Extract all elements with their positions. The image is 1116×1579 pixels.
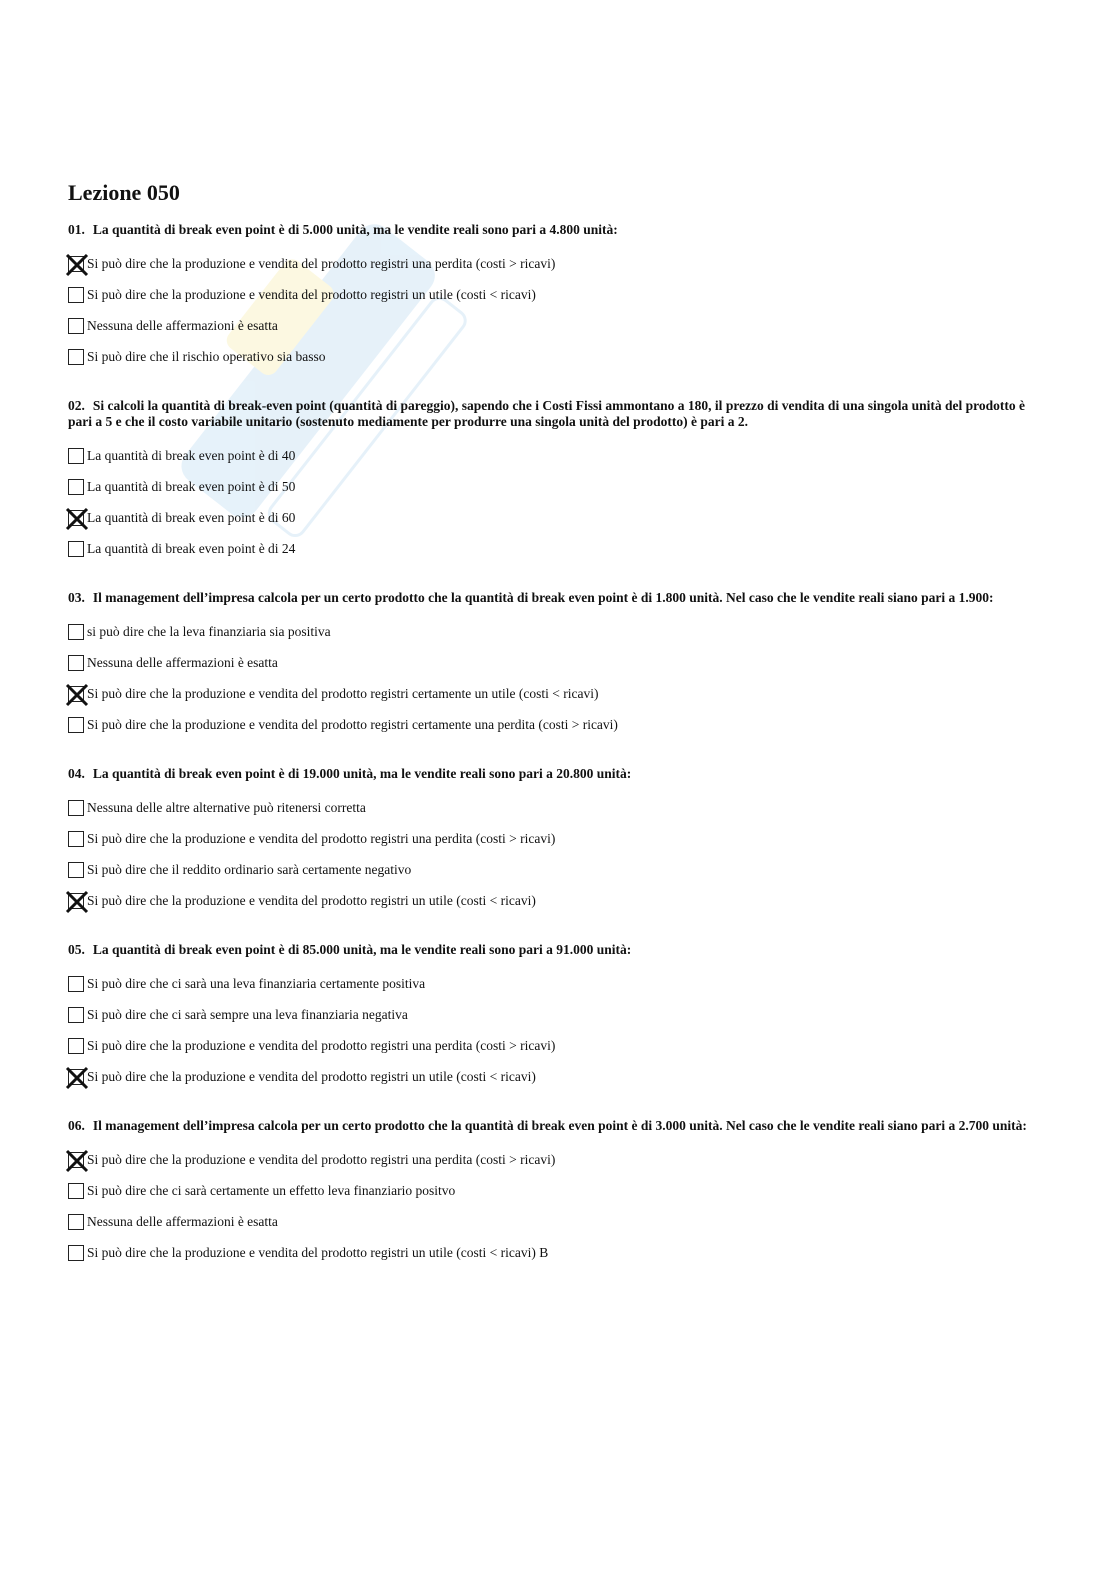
option-label: Si può dire che la produzione e vendita del prodotto registri una perdita (costi > ricavi) xyxy=(87,255,556,271)
option-label: Si può dire che ci sarà certamente un effetto leva finanziario positvo xyxy=(87,1182,456,1198)
answer-option[interactable] xyxy=(68,279,1048,310)
checkbox[interactable] xyxy=(68,1007,84,1023)
checkbox[interactable] xyxy=(68,655,84,671)
option-label: Si può dire che la produzione e vendita del prodotto registri un utile (costi < ricavi) xyxy=(87,286,536,302)
checkbox[interactable] xyxy=(68,479,84,495)
question-prompt: La quantità di break even point è di 85.000 unità, ma le vendite reali sono pari a 91.000 unità: xyxy=(92,942,632,957)
answer-option[interactable] xyxy=(68,792,1048,823)
answer-option[interactable] xyxy=(68,647,1048,678)
checked-checkbox[interactable] xyxy=(68,256,84,272)
question-prompt: La quantità di break even point è di 19.000 unità, ma le vendite reali sono pari a 20.800 unità: xyxy=(92,766,632,781)
checkbox[interactable] xyxy=(68,976,84,992)
answer-option[interactable] xyxy=(68,471,1048,502)
answer-option[interactable] xyxy=(68,885,1048,916)
answer-options xyxy=(68,616,1048,740)
question-block xyxy=(68,942,1048,1092)
answer-option[interactable] xyxy=(68,823,1048,854)
question-number: 04. xyxy=(68,766,85,781)
option-label: La quantità di break even point è di 60 xyxy=(87,509,296,525)
question-text xyxy=(68,942,1048,958)
question-number: 06. xyxy=(68,1118,85,1133)
option-label: Si può dire che ci sarà sempre una leva finanziaria negativa xyxy=(87,1006,408,1022)
checkbox[interactable] xyxy=(68,448,84,464)
option-label: Nessuna delle affermazioni è esatta xyxy=(87,1213,278,1229)
answer-options xyxy=(68,792,1048,916)
cross-mark-icon xyxy=(65,1149,89,1173)
answer-option[interactable] xyxy=(68,968,1048,999)
checked-checkbox[interactable] xyxy=(68,1069,84,1085)
answer-option[interactable] xyxy=(68,310,1048,341)
question-text xyxy=(68,1118,1048,1134)
answer-option[interactable] xyxy=(68,1144,1048,1175)
question-block xyxy=(68,590,1048,740)
checked-checkbox[interactable] xyxy=(68,893,84,909)
answer-option[interactable] xyxy=(68,678,1048,709)
question-block xyxy=(68,1118,1048,1268)
checkbox[interactable] xyxy=(68,862,84,878)
question-text xyxy=(68,222,1048,238)
question-block xyxy=(68,398,1048,564)
question-number: 05. xyxy=(68,942,85,957)
option-label: Si può dire che la produzione e vendita del prodotto registri una perdita (costi > ricavi) xyxy=(87,1151,556,1167)
option-label: Nessuna delle altre alternative può ritenersi corretta xyxy=(87,799,366,815)
cross-mark-icon xyxy=(65,253,89,277)
answer-option[interactable] xyxy=(68,248,1048,279)
answer-option[interactable] xyxy=(68,440,1048,471)
question-prompt: Il management dell’impresa calcola per un certo prodotto che la quantità di break even point è di 1.800 unità. Nel caso che le vendite reali siano pari a 1.900: xyxy=(92,590,994,605)
checkbox[interactable] xyxy=(68,1183,84,1199)
cross-mark-icon xyxy=(65,1066,89,1090)
checkbox[interactable] xyxy=(68,831,84,847)
question-prompt: Il management dell’impresa calcola per un certo prodotto che la quantità di break even point è di 3.000 unità. Nel caso che le vendite reali siano pari a 2.700 unità: xyxy=(92,1118,1027,1133)
option-label: si può dire che la leva finanziaria sia positiva xyxy=(87,623,331,639)
option-label: Si può dire che la produzione e vendita del prodotto registri certamente un utile (costi < ricavi) xyxy=(87,685,599,701)
answer-options xyxy=(68,1144,1048,1268)
answer-option[interactable] xyxy=(68,502,1048,533)
cross-mark-icon xyxy=(65,683,89,707)
question-number: 03. xyxy=(68,590,85,605)
option-label: Si può dire che la produzione e vendita del prodotto registri un utile (costi < ricavi) xyxy=(87,892,536,908)
answer-option[interactable] xyxy=(68,1206,1048,1237)
option-label: Si può dire che il reddito ordinario sarà certamente negativo xyxy=(87,861,412,877)
answer-options xyxy=(68,248,1048,372)
option-label: Nessuna delle affermazioni è esatta xyxy=(87,317,278,333)
answer-options xyxy=(68,440,1048,564)
question-number: 01. xyxy=(68,222,85,237)
checked-checkbox[interactable] xyxy=(68,510,84,526)
question-text xyxy=(68,766,1048,782)
question-block xyxy=(68,222,1048,372)
checked-checkbox[interactable] xyxy=(68,1152,84,1168)
option-label: Si può dire che la produzione e vendita del prodotto registri un utile (costi < ricavi) xyxy=(87,1068,536,1084)
option-label: Si può dire che il rischio operativo sia basso xyxy=(87,348,326,364)
answer-option[interactable] xyxy=(68,533,1048,564)
answer-option[interactable] xyxy=(68,341,1048,372)
answer-option[interactable] xyxy=(68,709,1048,740)
checkbox[interactable] xyxy=(68,318,84,334)
cross-mark-icon xyxy=(65,890,89,914)
answer-option[interactable] xyxy=(68,1030,1048,1061)
document-page xyxy=(68,178,1048,1294)
checkbox[interactable] xyxy=(68,349,84,365)
question-block xyxy=(68,766,1048,916)
checkbox[interactable] xyxy=(68,1245,84,1261)
question-prompt: La quantità di break even point è di 5.000 unità, ma le vendite reali sono pari a 4.800 unità: xyxy=(92,222,618,237)
question-number: 02. xyxy=(68,398,85,413)
option-label: Si può dire che ci sarà una leva finanziaria certamente positiva xyxy=(87,975,426,991)
checkbox[interactable] xyxy=(68,1214,84,1230)
answer-option[interactable] xyxy=(68,854,1048,885)
cross-mark-icon xyxy=(65,507,89,531)
answer-option[interactable] xyxy=(68,616,1048,647)
lesson-title: Lezione 050 xyxy=(68,180,180,205)
checkbox[interactable] xyxy=(68,800,84,816)
answer-option[interactable] xyxy=(68,1061,1048,1092)
question-prompt: Si calcoli la quantità di break-even point (quantità di pareggio), sapendo che i Costi Fissi ammontano a 180, il prezzo di vendita di una singola unità del prodotto è pari a 5 e che il costo variabile unitario (sostenuto mediamente per produrre una singola unità del prodotto) è pari a 2. xyxy=(68,398,1025,429)
option-label: La quantità di break even point è di 24 xyxy=(87,540,296,556)
option-label: Si può dire che la produzione e vendita del prodotto registri certamente una perdita (costi > ricavi) xyxy=(87,716,618,732)
option-label: Nessuna delle affermazioni è esatta xyxy=(87,654,278,670)
checked-checkbox[interactable] xyxy=(68,686,84,702)
answer-option[interactable] xyxy=(68,1175,1048,1206)
answer-option[interactable] xyxy=(68,999,1048,1030)
answer-option[interactable] xyxy=(68,1237,1048,1268)
option-label: La quantità di break even point è di 40 xyxy=(87,447,296,463)
checkbox[interactable] xyxy=(68,717,84,733)
option-label: Si può dire che la produzione e vendita del prodotto registri un utile (costi < ricavi) B xyxy=(87,1244,549,1260)
checkbox[interactable] xyxy=(68,624,84,640)
checkbox[interactable] xyxy=(68,1038,84,1054)
answer-options xyxy=(68,968,1048,1092)
option-label: Si può dire che la produzione e vendita del prodotto registri una perdita (costi > ricavi) xyxy=(87,830,556,846)
question-text xyxy=(68,398,1048,430)
question-list xyxy=(68,222,1048,1268)
question-text xyxy=(68,590,1048,606)
option-label: La quantità di break even point è di 50 xyxy=(87,478,296,494)
checkbox[interactable] xyxy=(68,541,84,557)
checkbox[interactable] xyxy=(68,287,84,303)
option-label: Si può dire che la produzione e vendita del prodotto registri una perdita (costi > ricavi) xyxy=(87,1037,556,1053)
